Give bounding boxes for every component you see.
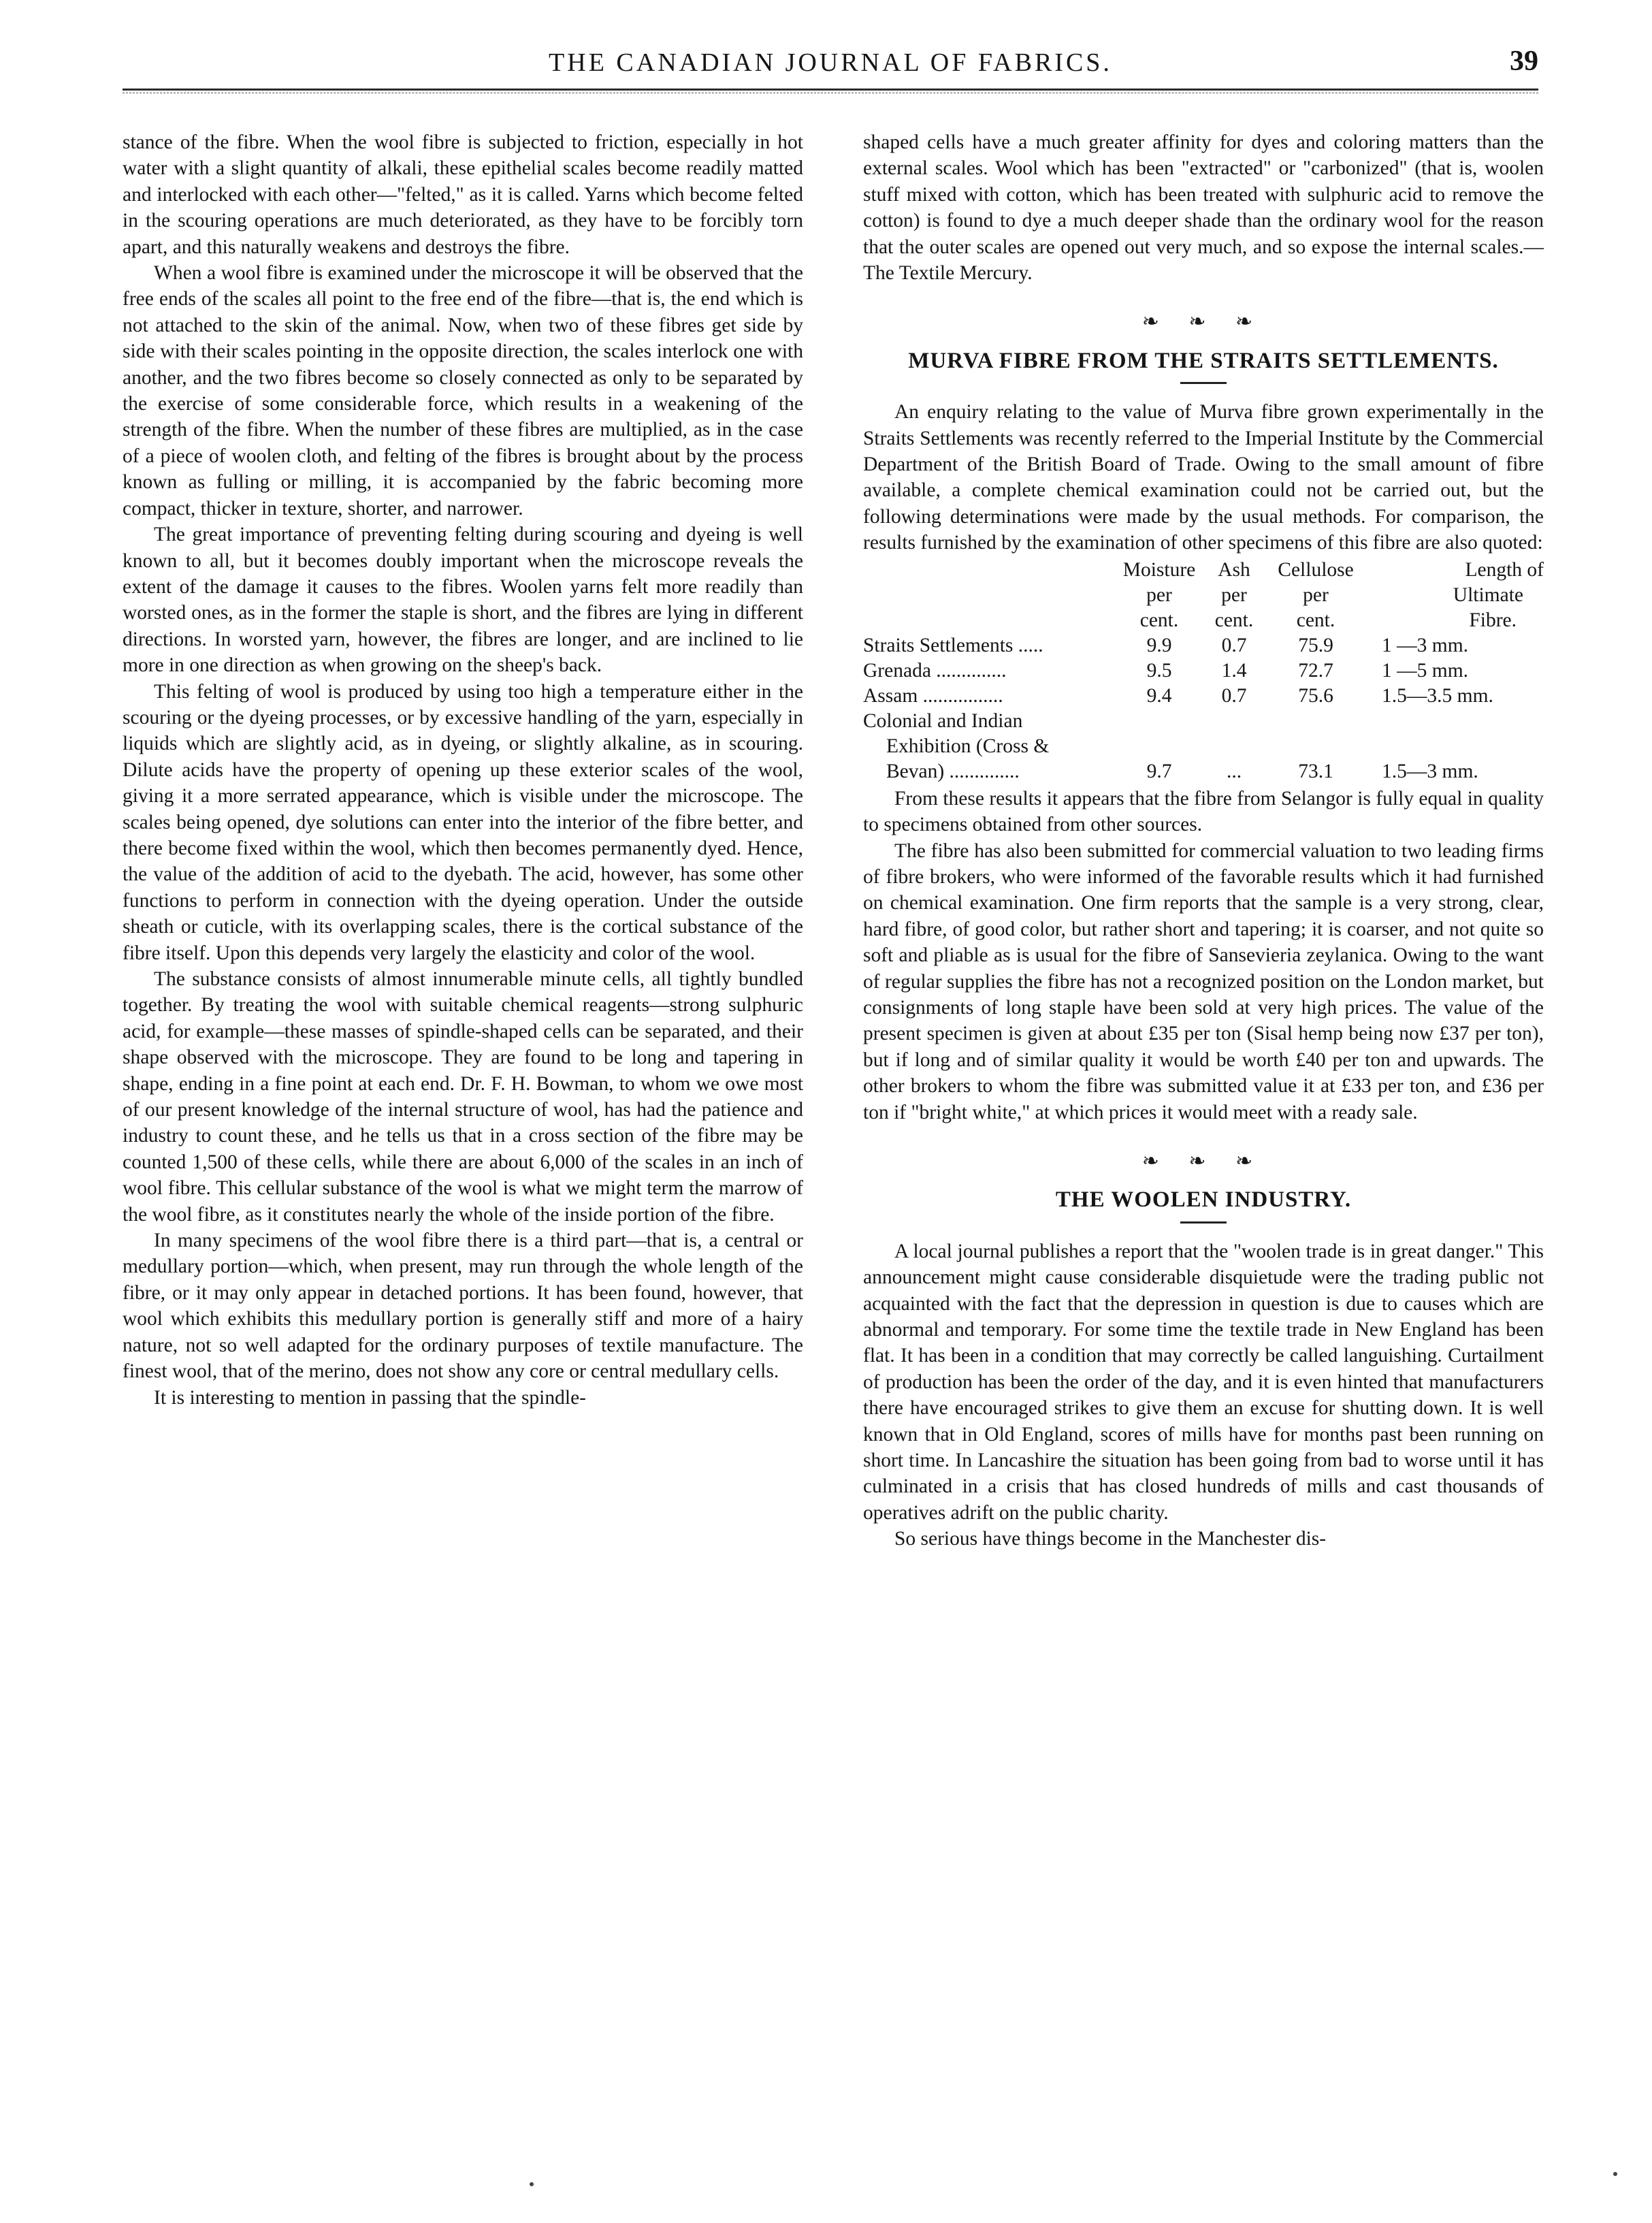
page-header <box>123 42 1538 87</box>
ash-cell: 0.7 <box>1221 684 1247 707</box>
header-rule <box>123 89 1538 91</box>
moisture-cell: 9.9 <box>1146 634 1172 656</box>
print-speck <box>530 2182 534 2186</box>
moisture-cell: 9.5 <box>1146 659 1172 682</box>
article-paragraph: In many specimens of the wool fibre there is a third part—that is, a central or medullary portion—which, when present, may run through the whole length of the fibre, or it may only appear in detached portions. It has been found, however, that wool which exhibits this medullary portion is generally stiff and more of a hairy nature, not so well adapted for the ordinary purposes of textile manufacture. The finest wool, that of the merino, does not show any core or central medullary cells. <box>123 1230 803 1383</box>
murva-paragraph: The fibre has also been submitted for commercial valuation to two leading firms of fibre brokers, who were informed of the favorable results which it had furnished on chemical examination. One firm reports that the sample is a very strong, clear, hard fibre, of good color, but rather short and tapering; it is coarser, and not quite so soft and pliable as is usual for the fibre of Sansevieria zeylanica. Owing to the want of regular supplies the fibre has not a recognized position on the London market, but consignments of long staple have been sold at very high prices. The value of the present specimen is given at about £35 per ton (Sisal hemp being now £37 per ton), but if long and of similar quality it would be worth £40 per ton and upwards. The other brokers to whom the fibre was submitted value it at £33 per ton, and £36 per ton if "bright white," at which prices it would meet with a ready sale. <box>863 839 1544 1123</box>
row-label: Colonial and Indian Exhibition (Cross & Bevan) .............. <box>863 709 1050 782</box>
page-number: 39 <box>1510 46 1538 77</box>
woolen-paragraph: So serious have things become in the Manchester dis- <box>894 1528 1327 1550</box>
article-paragraph: stance of the fibre. When the wool fibre is subjected to friction, especially in hot water with a slight quantity of alkali, these epithelial scales become readily matted and interlocked with each other—"felted," as it is called. Yarns which become felted in the scouring operations are much deteriorated, as they have to be forcibly torn apart, and this naturally weakens and destroys the fibre. <box>123 131 803 258</box>
table-header-cell: Ash per cent. <box>1214 558 1254 631</box>
ash-cell: 1.4 <box>1221 659 1247 682</box>
length-cell: 1 —5 mm. <box>1382 659 1469 682</box>
article-paragraph: The substance consists of almost innumerable minute cells, all tightly bundled together. By treating the wool with suitable chemical reagents—strong sulphuric acid, for example—these masses of spindle-shaped cells can be separated, and their shape observed with the microscope. They are found to be long and tapering in shape, ending in a fine point at each end. Dr. F. H. Bowman, to whom we owe most of our present knowledge of the internal structure of wool, has had the patience and industry to count these, and he tells us that in a cross section of the fibre may be counted 1,500 of these cells, while there are about 6,000 of the scales in an inch of wool fibre. This cellular substance of the wool is what we might term the marrow of the wool fibre, as it constitutes nearly the whole of the inside portion of the fibre. <box>123 968 803 1226</box>
moisture-cell: 9.4 <box>1146 684 1172 707</box>
table-header-cell: Cellulose per cent. <box>1278 558 1354 631</box>
print-speck <box>1613 2172 1617 2176</box>
article-paragraph: The great importance of preventing felting during scouring and dyeing is well known to all, but it becomes doubly important when the microscope reveals the extent of the damage it causes to the fibres. Woolen yarns felt more readily than worsted ones, as in the former the staple is short, and the fibres are lying in different directions. In worsted yarn, however, the fibres are longer, and are inclined to lie more in one direction as when growing on the sheep's back. <box>123 524 803 677</box>
row-label: Assam ................ <box>863 684 1003 707</box>
cellulose-cell: 72.7 <box>1298 659 1333 682</box>
left-column <box>123 129 803 1411</box>
section-ornament: ❧ ❧ ❧ <box>1141 1149 1265 1172</box>
article-paragraph: When a wool fibre is examined under the microscope it will be observed that the free ends of the scales all point to the free end of the fibre—that is, the end which is not attached to the skin of the animal. Now, when two of these fibres get side by side with their scales pointing in the opposite direction, the scales interlock one with another, and the two fibres become so closely connected as only to be separated by the exercise of some considerable force, which results in a weakening of the strength of the fibre. When the number of these fibres are multiplied, as in the case of a piece of woolen cloth, and felting of the fibres is brought about by the process known as fulling or milling, it is accompanied by the fabric becoming more compact, thicker in texture, shorter, and narrower. <box>123 262 803 519</box>
ash-cell: ... <box>1226 760 1242 782</box>
section-ornament: ❧ ❧ ❧ <box>1141 310 1265 334</box>
row-label: Grenada .............. <box>863 659 1007 682</box>
table-header-cell: Moisture per cent. <box>1122 558 1196 631</box>
murva-paragraph: An enquiry relating to the value of Murva fibre grown experimentally in the Straits Settlements was recently referred to the Imperial Institute by the Commercial Department of the British Board of Trade. Owing to the small amount of fibre available, a complete chemical examination could not be carried out, but the following determinations were made by the usual methods. For comparison, the results furnished by the examination of other specimens of this fibre are also quoted: <box>863 401 1544 554</box>
table-header-cell: Length of Ultimate Fibre. <box>1453 558 1544 631</box>
woolen-paragraph: A local journal publishes a report that the "woolen trade is in great danger." This announcement might cause considerable disquietude were the trading public not acquainted with the fact that the depression in question is due to causes which are abnormal and temporary. For some time the textile trade in New England has been flat. It has been in a condition that may correctly be called languishing. Curtailment of production has been the order of the day, and it is even hinted that manufacturers there have encouraged strikes to give them an excuse for shutting down. It is well known that in Old England, scores of mills have for months past been running on short time. In Lancashire the situation has been going from bad to worse until it has culminated in a crisis that has closed hundreds of mills and cast thousands of operatives adrift on the public charity. <box>863 1240 1544 1524</box>
murva-paragraph: From these results it appears that the fibre from Selangor is fully equal in quality to specimens obtained from other sources. <box>863 787 1544 836</box>
table-header-row <box>863 558 1544 633</box>
length-cell: 1 —3 mm. <box>1382 634 1469 656</box>
table-row <box>863 709 1544 784</box>
length-cell: 1.5—3.5 mm. <box>1382 684 1493 707</box>
article-paragraph: This felting of wool is produced by using too high a temperature either in the scouring or the dyeing processes, or by excessive handling of the yarn, especially in liquids which are slightly acid, as in dyeing, or slightly alkaline, as in scouring. Dilute acids have the property of opening up these exterior scales of the wool, giving it a more serrated appearance, which is visible under the microscope. The scales being opened, dye solutions can enter into the interior of the fibre better, and there become fixed within the wool, which then becomes permanently dyed. Hence, the value of the addition of acid to the dyebath. The acid, however, has some other functions to perform in connection with the dyeing operation. Under the outside sheath or cuticle, with its overlapping scales, there is the cortical substance of the fibre itself. Upon this depends very largely the elasticity and color of the wool. <box>123 680 803 964</box>
row-label: Straits Settlements ..... <box>863 634 1043 656</box>
article-paragraph: shaped cells have a much greater affinity for dyes and coloring matters than the external scales. Wool which has been "extracted" or "carbonized" (that is, woolen stuff mixed with cotton, which has been treated with sulphuric acid to remove the cotton) is found to dye a much deeper shade than the ordinary wool for the reason that the outer scales are opened out very much, and so expose the internal scales.—The Textile Mercury. <box>863 131 1544 285</box>
table-row <box>863 658 1544 684</box>
table-row <box>863 633 1544 658</box>
article-paragraph: It is interesting to mention in passing that the spindle- <box>154 1386 586 1409</box>
murva-headline: MURVA FIBRE FROM THE STRAITS SETTLEMENTS. <box>908 348 1499 373</box>
cellulose-cell: 75.9 <box>1298 634 1333 656</box>
moisture-cell: 9.7 <box>1146 760 1172 782</box>
table-row <box>863 684 1544 709</box>
ash-cell: 0.7 <box>1221 634 1247 656</box>
cellulose-cell: 75.6 <box>1298 684 1333 707</box>
right-column <box>863 129 1544 1552</box>
woolen-headline: THE WOOLEN INDUSTRY. <box>1055 1187 1352 1213</box>
fibre-analysis-table <box>863 558 1544 784</box>
cellulose-cell: 73.1 <box>1298 760 1333 782</box>
journal-title: THE CANADIAN JOURNAL OF FABRICS. <box>549 48 1112 77</box>
length-cell: 1.5—3 mm. <box>1382 760 1478 782</box>
table-header-cell <box>863 558 1115 633</box>
headline-rule <box>1180 1221 1227 1224</box>
headline-rule <box>1180 382 1227 384</box>
